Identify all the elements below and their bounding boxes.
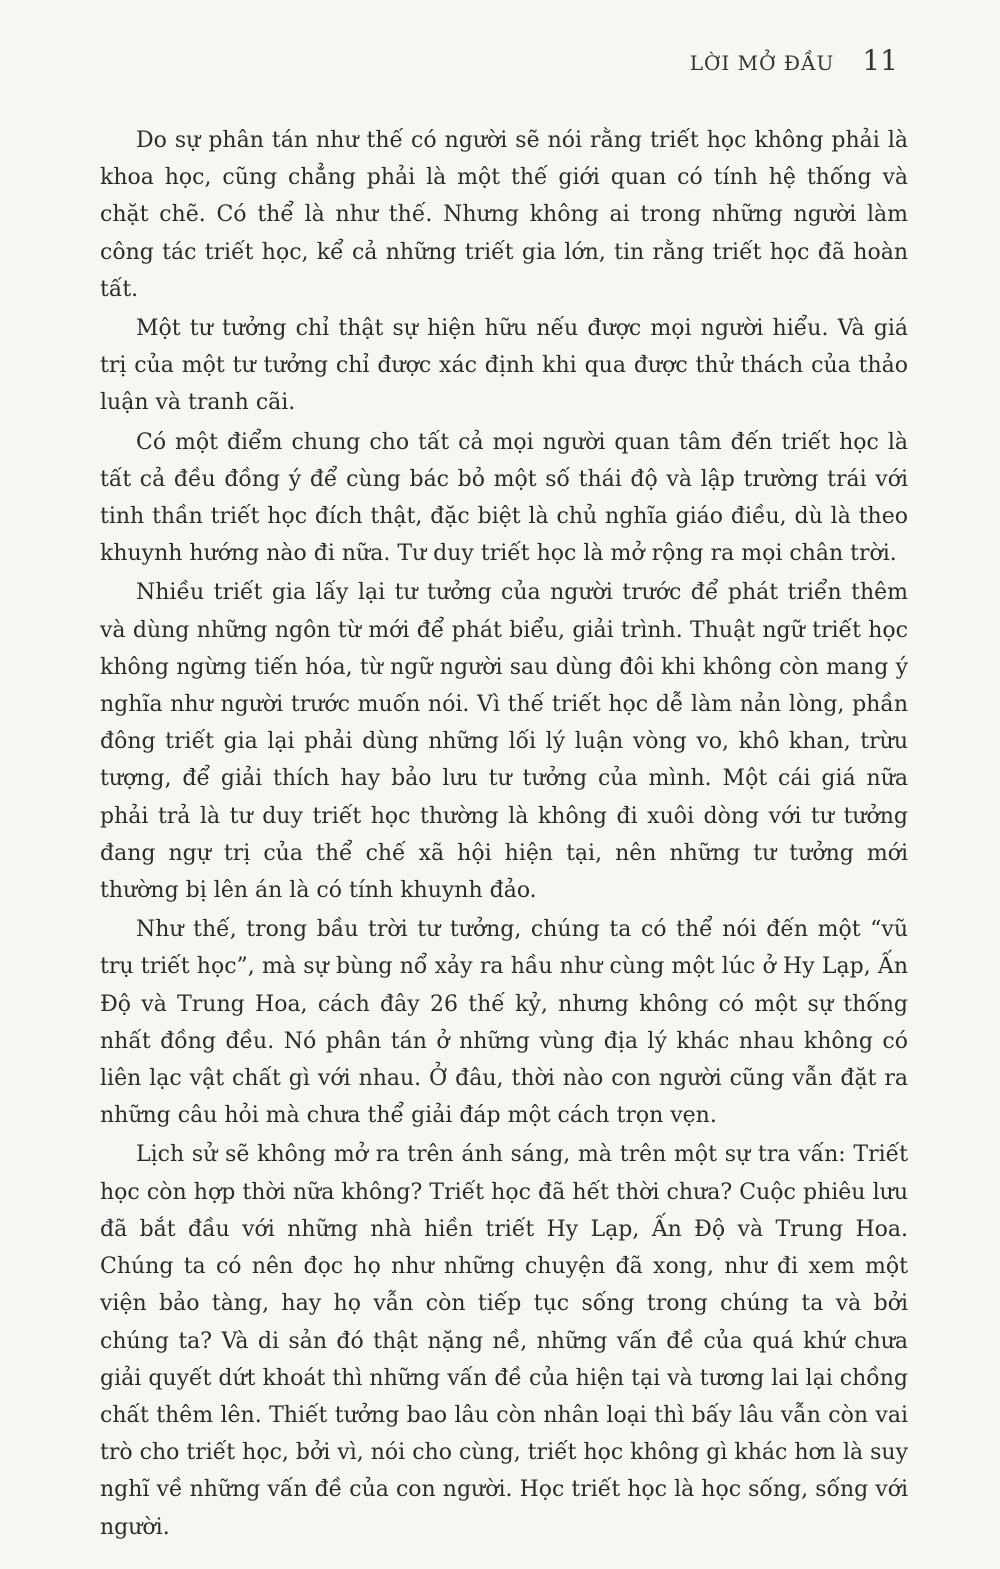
paragraph-2: Một tư tưởng chỉ thật sự hiện hữu nếu được mọi người hiểu. Và giá trị của một tư tưởng chỉ được xác định khi qua được thử thách của thảo luận và tranh cãi. — [100, 316, 908, 416]
paragraph-3: Có một điểm chung cho tất cả mọi người quan tâm đến triết học là tất cả đều đồng ý để cùng bác bỏ một số thái độ và lập trường trái với tinh thần triết học đích thật, đặc biệt là chủ nghĩa giáo điều, dù là theo khuynh hướng nào đi nữa. Tư duy triết học là mở rộng ra mọi chân trời. — [100, 429, 908, 567]
paragraph-5: Như thế, trong bầu trời tư tưởng, chúng ta có thể nói đến một “vũ trụ triết học”, mà sự bùng nổ xảy ra hầu như cùng một lúc ở Hy Lạp, Ấn Độ và Trung Hoa, cách đây 26 thế kỷ, nhưng không có một sự thống nhất đồng đều. Nó phân tán ở những vùng địa lý khác nhau không có liên lạc vật chất gì với nhau. Ở đâu, thời nào con người cũng vẫn đặt ra những câu hỏi mà chưa thể giải đáp một cách trọn vẹn. — [100, 917, 908, 1129]
paragraph-1: Do sự phân tán như thế có người sẽ nói rằng triết học không phải là khoa học, cũng chẳng phải là một thế giới quan có tính hệ thống và chặt chẽ. Có thể là như thế. Nhưng không ai trong những người làm công tác triết học, kể cả những triết gia lớn, tin rằng triết học đã hoàn tất. — [100, 128, 908, 302]
paragraph-4: Nhiều triết gia lấy lại tư tưởng của người trước để phát triển thêm và dùng những ngôn từ mới để phát biểu, giải trình. Thuật ngữ triết học không ngừng tiến hóa, từ ngữ người sau dùng đôi khi không còn mang ý nghĩa như người trước muốn nói. Vì thế triết học dễ làm nản lòng, phần đông triết gia lại phải dùng những lối lý luận vòng vo, khô khan, trừu tượng, để giải thích hay bảo lưu tư tưởng của mình. Một cái giá nữa phải trả là tư duy triết học thường là không đi xuôi dòng với tư tưởng đang ngự trị của thể chế xã hội hiện tại, nên những tư tưởng mới thường bị lên án là có tính khuynh đảo. — [100, 580, 908, 904]
page-number: 11 — [862, 44, 898, 77]
running-head — [690, 44, 898, 77]
body-text — [100, 122, 908, 1548]
chapter-title: LỜI MỞ ĐẦU — [689, 51, 835, 75]
paragraph-6: Lịch sử sẽ không mở ra trên ánh sáng, mà trên một sự tra vấn: Triết học còn hợp thời nữa không? Triết học đã hết thời chưa? Cuộc phiêu lưu đã bắt đầu với những nhà hiền triết Hy Lạp, Ấn Độ và Trung Hoa. Chúng ta có nên đọc họ như những chuyện đã xong, như đi xem một viện bảo tàng, hay họ vẫn còn tiếp tục sống trong chúng ta và bởi chúng ta? Và di sản đó thật nặng nề, những vấn đề của quá khứ chưa giải quyết dứt khoát thì những vấn đề của hiện tại và tương lai lại chồng chất thêm lên. Thiết tưởng bao lâu còn nhân loại thì bấy lâu vẫn còn vai trò cho triết học, bởi vì, nói cho cùng, triết học không gì khác hơn là suy nghĩ về những vấn đề của con người. Học triết học là học sống, sống với người. — [100, 1142, 908, 1540]
